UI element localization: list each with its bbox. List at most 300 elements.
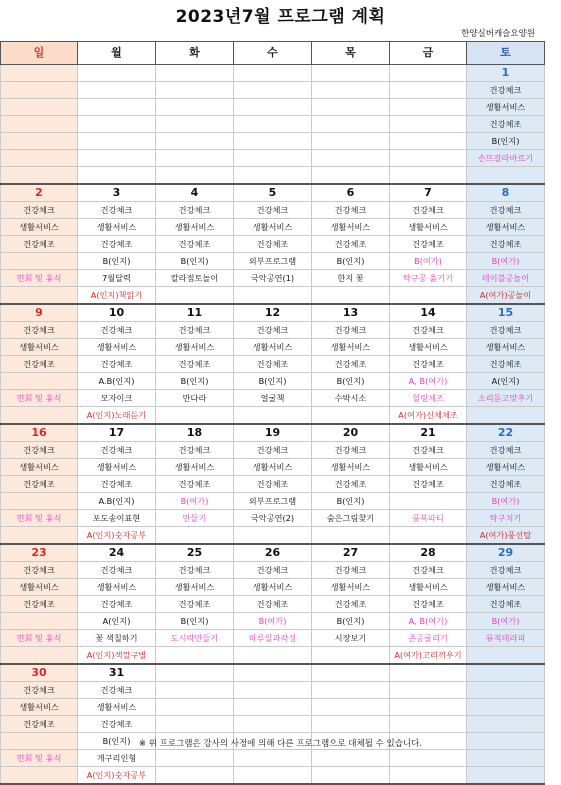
program-cell: 면회 및 휴식 — [1, 750, 78, 767]
program-cell — [312, 527, 390, 545]
program-cell — [390, 682, 467, 699]
program-cell: 건강체조 — [234, 596, 312, 613]
program-cell — [156, 767, 234, 785]
program-cell — [1, 287, 78, 305]
weekday-header-tuesday: 화 — [156, 42, 234, 65]
program-cell: B(인지) — [312, 373, 390, 390]
program-cell — [234, 750, 312, 767]
program-cell — [312, 99, 390, 116]
program-cell: 시장보기 — [312, 630, 390, 647]
date-number: 9 — [35, 306, 43, 319]
date-cell-wednesday — [234, 544, 312, 562]
program-cell: 면회 및 휴식 — [1, 270, 78, 287]
date-cell-saturday — [467, 664, 545, 682]
program-cell — [1, 99, 78, 116]
program-cell — [1, 527, 78, 545]
program-cell: A(인지)숫자공부 — [78, 767, 156, 785]
date-cell-friday — [390, 65, 467, 82]
date-cell-thursday — [312, 664, 390, 682]
date-cell-sunday — [1, 184, 78, 202]
program-cell: B(인지) — [156, 373, 234, 390]
week-program-row — [1, 476, 545, 493]
program-cell: 풍복파티 — [390, 510, 467, 527]
program-cell: A, B(여가) — [390, 373, 467, 390]
program-cell: 테이블공놀이 — [467, 270, 545, 287]
program-cell — [312, 407, 390, 425]
program-cell: 생활서비스 — [234, 339, 312, 356]
program-cell — [390, 750, 467, 767]
program-cell: B(인지) — [156, 253, 234, 270]
date-number: 31 — [108, 666, 125, 679]
program-cell: 건강체조 — [156, 476, 234, 493]
date-number: 4 — [190, 186, 199, 199]
date-cell-sunday — [1, 424, 78, 442]
week-program-row — [1, 527, 545, 545]
program-cell: 건강체조 — [156, 236, 234, 253]
program-cell — [1, 253, 78, 270]
program-cell: 한지 꽃 — [312, 270, 390, 287]
program-cell: 꽃 색칠하기 — [78, 630, 156, 647]
week-program-row — [1, 459, 545, 476]
date-number: 28 — [420, 546, 436, 559]
program-cell: 외부프로그램 — [234, 493, 312, 510]
program-cell — [156, 287, 234, 305]
program-cell — [1, 116, 78, 133]
date-number: 17 — [108, 426, 125, 439]
date-number: 14 — [420, 306, 436, 319]
date-cell-tuesday — [156, 424, 234, 442]
date-cell-friday — [390, 544, 467, 562]
program-cell: 국악공연(2) — [234, 510, 312, 527]
program-cell: 건강체조 — [234, 476, 312, 493]
program-cell: 모자이크 — [78, 390, 156, 407]
program-cell: 면회 및 휴식 — [1, 510, 78, 527]
program-cell: 생활서비스 — [1, 339, 78, 356]
program-cell: 생활서비스 — [1, 579, 78, 596]
program-cell: A(인지)숫자공부 — [78, 527, 156, 545]
week-program-row — [1, 613, 545, 630]
program-cell: 생활서비스 — [467, 339, 545, 356]
date-number: 13 — [342, 306, 359, 319]
date-cell-tuesday — [156, 65, 234, 82]
week-program-row — [1, 287, 545, 305]
week-program-row — [1, 219, 545, 236]
program-cell — [234, 716, 312, 733]
program-cell — [312, 767, 390, 785]
program-cell — [234, 682, 312, 699]
program-cell: 생활서비스 — [390, 579, 467, 596]
date-number: 8 — [501, 186, 510, 199]
week-program-row — [1, 767, 545, 785]
program-cell: B(여가) — [156, 493, 234, 510]
program-cell: 건강체크 — [467, 82, 545, 99]
week-program-row — [1, 236, 545, 253]
program-cell: 포도송이표현 — [78, 510, 156, 527]
date-cell-monday — [78, 544, 156, 562]
program-cell: 건강체조 — [78, 236, 156, 253]
week-program-row — [1, 510, 545, 527]
program-cell: 건강체조 — [467, 356, 545, 373]
date-number: 30 — [31, 666, 47, 679]
weekday-header-monday: 월 — [78, 42, 156, 65]
date-cell-thursday — [312, 544, 390, 562]
program-cell — [156, 527, 234, 545]
week-program-row — [1, 682, 545, 699]
organization-name: 한양실버캐슬요양원 — [461, 29, 535, 39]
program-cell: 건강체크 — [234, 322, 312, 339]
program-cell: 생활서비스 — [312, 579, 390, 596]
program-cell: 힐링체조 — [390, 390, 467, 407]
program-cell: B(여가) — [467, 253, 545, 270]
weekday-header-saturday: 토 — [467, 42, 545, 65]
date-cell-saturday — [467, 184, 545, 202]
week-program-row — [1, 407, 545, 425]
program-cell: 생활서비스 — [78, 579, 156, 596]
program-cell: 건강체조 — [1, 596, 78, 613]
program-cell — [156, 750, 234, 767]
program-cell: B(여가) — [390, 253, 467, 270]
program-cell — [390, 99, 467, 116]
program-cell: 건강체크 — [1, 562, 78, 579]
weekday-header-thursday: 목 — [312, 42, 390, 65]
program-cell: 생활서비스 — [78, 459, 156, 476]
date-cell-tuesday — [156, 304, 234, 322]
program-cell — [234, 167, 312, 185]
date-cell-saturday — [467, 544, 545, 562]
program-cell — [156, 116, 234, 133]
week-program-row — [1, 493, 545, 510]
date-cell-wednesday — [234, 304, 312, 322]
week-program-row — [1, 373, 545, 390]
footer-note: ※ 위 프로그램은 강사의 사정에 의해 다른 프로그램으로 대체될 수 있습니다. — [138, 739, 423, 749]
program-cell: 건강체크 — [390, 322, 467, 339]
program-cell — [1, 167, 78, 185]
program-cell: 생활서비스 — [390, 459, 467, 476]
program-cell: A(인지)노래듣기 — [78, 407, 156, 425]
program-cell: 만다라 — [156, 390, 234, 407]
program-cell: 건강체크 — [234, 202, 312, 219]
program-cell — [78, 167, 156, 185]
program-cell: 건강체조 — [78, 716, 156, 733]
program-cell: B(인지) — [156, 613, 234, 630]
program-cell: A(인지) — [78, 613, 156, 630]
program-cell: 건강체크 — [78, 202, 156, 219]
program-cell — [312, 647, 390, 665]
program-cell: 생활서비스 — [156, 219, 234, 236]
program-cell: 건강체크 — [390, 202, 467, 219]
date-cell-thursday — [312, 424, 390, 442]
week-program-row — [1, 699, 545, 716]
program-cell — [234, 99, 312, 116]
program-cell: 만들기 — [156, 510, 234, 527]
week-date-row — [1, 304, 545, 322]
date-cell-friday — [390, 184, 467, 202]
program-cell — [390, 116, 467, 133]
date-number: 26 — [264, 546, 281, 559]
program-cell: 생활서비스 — [1, 699, 78, 716]
date-number: 24 — [108, 546, 125, 559]
program-cell: 칼라점토놀이 — [156, 270, 234, 287]
program-cell: 건강체조 — [1, 476, 78, 493]
program-cell: 건강체크 — [78, 442, 156, 459]
program-cell — [390, 150, 467, 167]
program-cell: 건강체조 — [156, 596, 234, 613]
program-cell: 건강체크 — [312, 202, 390, 219]
date-cell-wednesday — [234, 664, 312, 682]
program-cell — [312, 682, 390, 699]
program-cell: 존공굴리기 — [390, 630, 467, 647]
week-date-row — [1, 544, 545, 562]
program-cell: 면회 및 휴식 — [1, 390, 78, 407]
week-program-row — [1, 716, 545, 733]
program-cell — [156, 407, 234, 425]
program-cell — [1, 767, 78, 785]
program-cell: 건강체크 — [312, 322, 390, 339]
program-cell: 건강체조 — [467, 236, 545, 253]
program-cell: 건강체조 — [156, 356, 234, 373]
date-number: 6 — [346, 186, 355, 199]
program-cell — [234, 767, 312, 785]
program-cell: 탁구공 옮기기 — [390, 270, 467, 287]
program-cell — [467, 699, 545, 716]
program-cell: 건강체크 — [390, 562, 467, 579]
program-cell: 건강체조 — [234, 236, 312, 253]
program-cell — [467, 167, 545, 185]
week-program-row — [1, 750, 545, 767]
week-program-row — [1, 253, 545, 270]
program-cell — [234, 699, 312, 716]
program-cell: 건강체조 — [1, 356, 78, 373]
program-cell: 건강체크 — [78, 562, 156, 579]
program-cell — [234, 647, 312, 665]
program-cell: B(여가) — [234, 613, 312, 630]
program-cell: 생활서비스 — [390, 219, 467, 236]
program-cell — [1, 647, 78, 665]
program-cell — [390, 493, 467, 510]
date-number: 15 — [497, 306, 514, 319]
program-cell: 건강체조 — [312, 596, 390, 613]
program-cell: 건강체조 — [467, 476, 545, 493]
program-cell: 건강체크 — [467, 562, 545, 579]
date-number: 16 — [31, 426, 47, 439]
program-cell: 도시락만들기 — [156, 630, 234, 647]
program-cell: 하루일과작성 — [234, 630, 312, 647]
program-cell: 건강체크 — [156, 202, 234, 219]
program-cell: 생활서비스 — [1, 459, 78, 476]
program-cell — [156, 716, 234, 733]
week-program-row — [1, 82, 545, 99]
date-number: 29 — [497, 546, 514, 559]
program-cell — [156, 682, 234, 699]
program-cell: A(인지)색깔구별 — [78, 647, 156, 665]
program-cell: 건강체크 — [156, 322, 234, 339]
program-cell — [78, 99, 156, 116]
program-cell — [390, 699, 467, 716]
program-cell: 건강체조 — [467, 116, 545, 133]
program-cell: 건강체크 — [78, 322, 156, 339]
date-number: 20 — [342, 426, 359, 439]
program-cell: 생활서비스 — [1, 219, 78, 236]
program-cell: 생활서비스 — [156, 459, 234, 476]
program-cell: 생활서비스 — [234, 579, 312, 596]
date-cell-thursday — [312, 304, 390, 322]
date-number: 18 — [186, 426, 203, 439]
date-cell-friday — [390, 664, 467, 682]
program-cell: 건강체크 — [312, 442, 390, 459]
program-cell: 생활서비스 — [78, 339, 156, 356]
program-cell — [78, 82, 156, 99]
date-number: 25 — [186, 546, 203, 559]
program-cell: 건강체크 — [467, 322, 545, 339]
program-cell: 생활서비스 — [312, 339, 390, 356]
program-cell — [312, 116, 390, 133]
program-cell: 건강체조 — [1, 716, 78, 733]
program-cell — [390, 716, 467, 733]
date-cell-friday — [390, 304, 467, 322]
program-cell: B(인지) — [234, 373, 312, 390]
program-cell — [234, 82, 312, 99]
program-cell: 건강체크 — [390, 442, 467, 459]
week-program-row — [1, 356, 545, 373]
date-number: 21 — [420, 426, 436, 439]
program-cell: 생활서비스 — [156, 579, 234, 596]
program-cell: 수박시소 — [312, 390, 390, 407]
program-cell: 건강체조 — [312, 236, 390, 253]
program-cell: 건강체크 — [1, 682, 78, 699]
week-program-row — [1, 99, 545, 116]
program-cell — [1, 613, 78, 630]
program-cell: 외부프로그램 — [234, 253, 312, 270]
date-cell-saturday — [467, 424, 545, 442]
program-cell — [156, 647, 234, 665]
date-number: 5 — [268, 186, 277, 199]
program-cell: A.B(인지) — [78, 373, 156, 390]
program-cell: 얼굴책 — [234, 390, 312, 407]
date-cell-monday — [78, 184, 156, 202]
program-cell — [390, 287, 467, 305]
program-cell: 건강체조 — [390, 596, 467, 613]
program-cell — [1, 493, 78, 510]
program-cell: 뮤직테라피 — [467, 630, 545, 647]
program-cell — [78, 150, 156, 167]
program-cell: B(인지) — [467, 133, 545, 150]
week-program-row — [1, 390, 545, 407]
program-cell: 생활서비스 — [312, 459, 390, 476]
week-program-row — [1, 339, 545, 356]
program-cell — [390, 527, 467, 545]
program-cell — [78, 116, 156, 133]
program-cell: 건강체크 — [234, 562, 312, 579]
week-program-row — [1, 562, 545, 579]
program-cell: 생활서비스 — [467, 579, 545, 596]
program-cell: A(인지) — [467, 373, 545, 390]
program-cell — [312, 150, 390, 167]
program-cell: 국악공연(1) — [234, 270, 312, 287]
date-cell-sunday — [1, 664, 78, 682]
program-cell: A(여가)고리끼우기 — [390, 647, 467, 665]
program-cell — [156, 699, 234, 716]
program-cell: B(인지) — [312, 253, 390, 270]
program-cell: 생활서비스 — [234, 459, 312, 476]
program-cell: 건강체조 — [234, 356, 312, 373]
week-program-row — [1, 442, 545, 459]
date-number: 22 — [497, 426, 514, 439]
program-cell — [390, 167, 467, 185]
program-cell — [312, 699, 390, 716]
date-number: 1 — [501, 66, 510, 79]
program-cell — [312, 82, 390, 99]
program-cell — [1, 407, 78, 425]
program-cell — [467, 647, 545, 665]
program-cell — [467, 767, 545, 785]
program-cell — [234, 116, 312, 133]
program-cell — [234, 527, 312, 545]
program-cell — [312, 287, 390, 305]
date-number: 3 — [112, 186, 121, 199]
date-cell-saturday — [467, 304, 545, 322]
program-cell: 건강체조 — [78, 596, 156, 613]
week-date-row — [1, 664, 545, 682]
date-number: 23 — [31, 546, 47, 559]
week-program-row — [1, 630, 545, 647]
program-cell: 면회 및 휴식 — [1, 630, 78, 647]
program-cell: 건강체크 — [78, 682, 156, 699]
program-cell: 건강체조 — [390, 476, 467, 493]
program-cell: 생활서비스 — [156, 339, 234, 356]
program-cell: B(여가) — [467, 493, 545, 510]
program-cell — [234, 407, 312, 425]
program-cell — [390, 82, 467, 99]
program-cell: A(여가)풍선탑 — [467, 527, 545, 545]
week-program-row — [1, 322, 545, 339]
program-cell: 건강체조 — [312, 356, 390, 373]
program-cell: B(인지) — [78, 733, 156, 750]
program-cell — [1, 150, 78, 167]
program-cell: 건강체조 — [390, 356, 467, 373]
program-cell — [234, 133, 312, 150]
date-number: 7 — [424, 186, 432, 199]
week-program-row — [1, 270, 545, 287]
date-number: 10 — [108, 306, 125, 319]
program-cell: 건강체조 — [390, 236, 467, 253]
date-cell-thursday — [312, 65, 390, 82]
program-cell: 건강체조 — [78, 476, 156, 493]
weekday-header-friday: 금 — [390, 42, 467, 65]
date-cell-monday — [78, 664, 156, 682]
week-date-row — [1, 424, 545, 442]
date-cell-saturday — [467, 65, 545, 82]
program-cell: A(여가)신체체조 — [390, 407, 467, 425]
date-cell-monday — [78, 304, 156, 322]
program-cell — [390, 133, 467, 150]
date-number: 19 — [264, 426, 281, 439]
program-cell: 탁구치기 — [467, 510, 545, 527]
date-cell-wednesday — [234, 424, 312, 442]
program-cell: 소리듣고맞추기 — [467, 390, 545, 407]
week-program-row — [1, 133, 545, 150]
program-cell: 건강체크 — [467, 202, 545, 219]
week-date-row — [1, 184, 545, 202]
date-number: 11 — [186, 306, 203, 319]
program-cell: A(여가)공놀이 — [467, 287, 545, 305]
program-cell: 건강체크 — [156, 442, 234, 459]
date-cell-sunday — [1, 544, 78, 562]
program-cell: 건강체크 — [234, 442, 312, 459]
date-cell-wednesday — [234, 65, 312, 82]
date-cell-tuesday — [156, 544, 234, 562]
program-cell: 생활서비스 — [78, 699, 156, 716]
program-cell: A, B(여가) — [390, 613, 467, 630]
